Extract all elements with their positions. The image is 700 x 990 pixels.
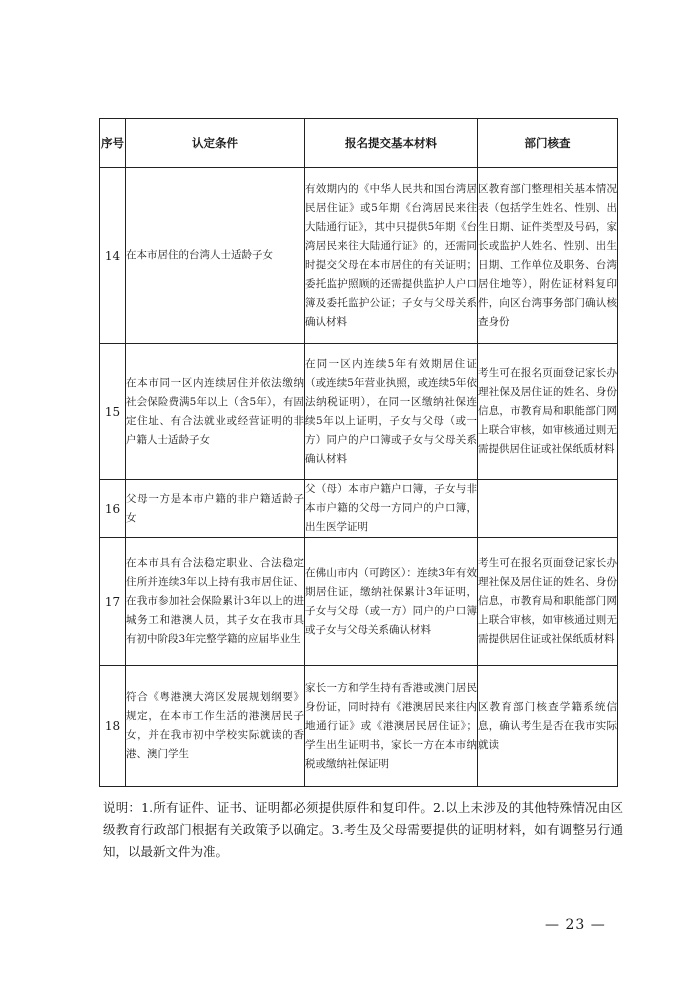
header-materials: 报名提交基本材料 — [305, 119, 478, 168]
row-seq: 14 — [100, 168, 126, 344]
row-materials: 有效期内的《中华人民共和国台湾居民居住证》或5年期《台湾居民来往大陆通行证》，其中只提供5年期《台湾居民来往大陆通行证》的，还需同时提交父母在本市居住的有关证明；委托监护照顾的还需提供监护人户口簿及委托监护公证；子女与父母关系确认材料 — [305, 168, 478, 344]
row-seq: 17 — [100, 538, 126, 666]
row-condition: 在本市同一区内连续居住并依法缴纳社会保险费满5年以上（含5年），有固定住址、有合法就业或经营证明的非户籍人士适龄子女 — [126, 344, 305, 480]
table-row — [100, 480, 618, 538]
row-condition: 符合《粤港澳大湾区发展规划纲要》规定，在本市工作生活的港澳居民子女，并在我市初中学校实际就读的香港、澳门学生 — [126, 666, 305, 787]
row-seq: 18 — [100, 666, 126, 787]
header-condition: 认定条件 — [126, 119, 305, 168]
table-row — [100, 538, 618, 666]
table-header-row — [100, 119, 618, 168]
table-row — [100, 168, 618, 344]
row-review: 考生可在报名页面登记家长办理社保及居住证的姓名、身份信息，市教育局和职能部门网上联合审核，如审核通过则无需提供居住证或社保纸质材料 — [478, 538, 618, 666]
row-seq: 16 — [100, 480, 126, 538]
row-review: 区教育部门整理相关基本情况表（包括学生姓名、性别、出生日期、证件类型及号码，家长或监护人姓名、性别、出生日期、工作单位及职务、台湾居住地等），附佐证材料复印件，向区台湾事务部门确认核查身份 — [478, 168, 618, 344]
row-review — [478, 480, 618, 538]
eligibility-table — [99, 118, 618, 787]
row-materials: 在佛山市内（可跨区）：连续3年有效期居住证，缴纳社保累计3年证明，子女与父母（或一方）同户的户口簿或子女与父母关系确认材料 — [305, 538, 478, 666]
notes-paragraph: 说明：1.所有证件、证书、证明都必须提供原件和复印件。2.以上未涉及的其他特殊情况由区级教育行政部门根据有关政策予以确定。3.考生及父母需要提供的证明材料，如有调整另行通知，以最新文件为准。 — [103, 800, 623, 859]
page-number: — 23 — — [545, 917, 606, 933]
row-materials: 家长一方和学生持有香港或澳门居民身份证，同时持有《港澳居民来往内地通行证》或《港澳居民居住证》；学生出生证明书，家长一方在本市纳税或缴纳社保证明 — [305, 666, 478, 787]
header-review: 部门核查 — [478, 119, 618, 168]
row-materials: 在同一区内连续5年有效期居住证（或连续5年营业执照，或连续5年依法纳税证明），在同一区缴纳社保连续5年以上证明，子女与父母（或一方）同户的户口簿或子女与父母关系确认材料 — [305, 344, 478, 480]
table-row — [100, 344, 618, 480]
header-seq: 序号 — [100, 119, 126, 168]
row-review: 区教育部门核查学籍系统信息，确认考生是否在我市实际就读 — [478, 666, 618, 787]
row-materials: 父（母）本市户籍户口簿，子女与非本市户籍的父母一方同户的户口簿，出生医学证明 — [305, 480, 478, 538]
row-review: 考生可在报名页面登记家长办理社保及居住证的姓名、身份信息，市教育局和职能部门网上联合审核，如审核通过则无需提供居住证或社保纸质材料 — [478, 344, 618, 480]
row-condition: 在本市居住的台湾人士适龄子女 — [126, 168, 305, 344]
row-seq: 15 — [100, 344, 126, 480]
table-row — [100, 666, 618, 787]
row-condition: 父母一方是本市户籍的非户籍适龄子女 — [126, 480, 305, 538]
row-condition: 在本市具有合法稳定职业、合法稳定住所并连续3年以上持有我市居住证、在我市参加社会保险累计3年以上的进城务工和港澳人员，其子女在我市具有初中阶段3年完整学籍的应届毕业生 — [126, 538, 305, 666]
